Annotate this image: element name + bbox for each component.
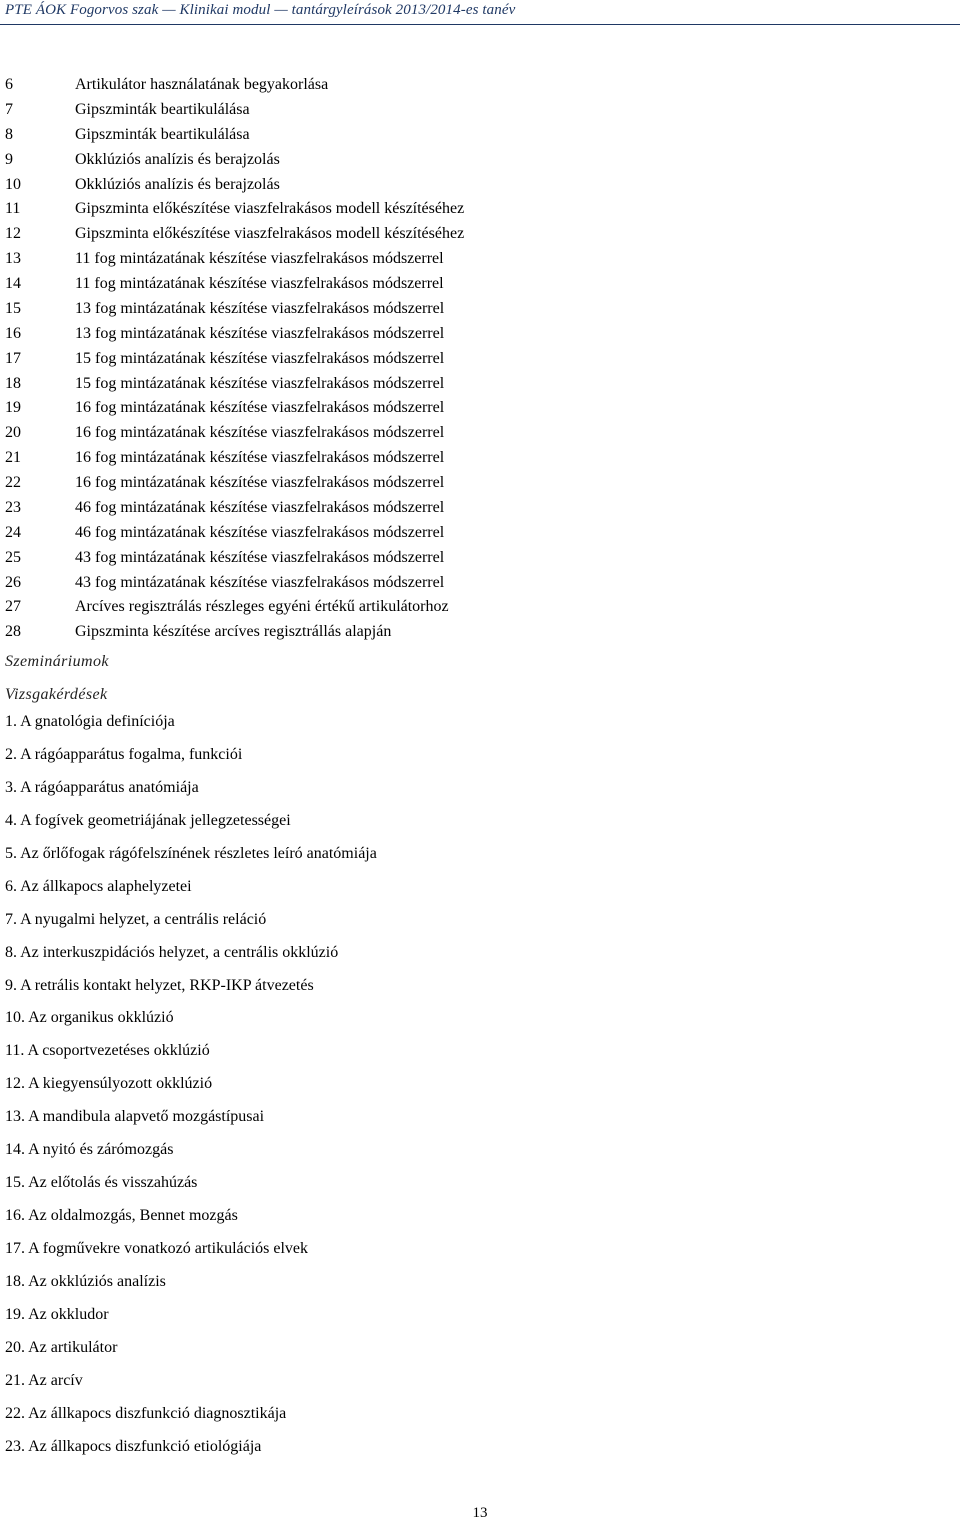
schedule-row-number: 20	[5, 424, 21, 442]
exam-question-item: 4. A fogívek geometriájának jellegzetességei	[5, 811, 291, 829]
exam-questions-list	[5, 706, 377, 1464]
schedule-row-number: 28	[5, 623, 21, 641]
schedule-row-number: 11	[5, 200, 21, 218]
schedule-row-number: 23	[5, 498, 21, 516]
schedule-row-topic: Gipszminta előkészítése viaszfelrakásos modell készítéséhez	[75, 225, 465, 243]
exam-question-item: 23. Az állkapocs diszfunkció etiológiája	[5, 1437, 262, 1455]
schedule-row-number: 13	[5, 250, 21, 268]
schedule-row-topic: Okklúziós analízis és berajzolás	[75, 175, 280, 193]
exam-question-item: 15. Az előtolás és visszahúzás	[5, 1174, 198, 1192]
schedule-row-number: 27	[5, 598, 21, 616]
exam-question-item: 7. A nyugalmi helyzet, a centrális reláció	[5, 910, 267, 928]
schedule-row-topic: 43 fog mintázatának készítése viaszfelrakásos módszerrel	[75, 573, 445, 591]
schedule-row	[5, 546, 464, 571]
schedule-row	[5, 396, 464, 421]
page-number: 13	[472, 1505, 488, 1521]
schedule-row-topic: Gipszminták beartikulálása	[75, 125, 250, 143]
schedule-row	[5, 247, 464, 272]
schedule-row-topic: 16 fog mintázatának készítése viaszfelrakásos módszerrel	[75, 399, 445, 417]
header-rule	[0, 24, 960, 25]
schedule-row-number: 24	[5, 523, 21, 541]
exam-question-item: 20. Az artikulátor	[5, 1338, 118, 1356]
schedule-row-number: 16	[5, 324, 21, 342]
schedule-row-topic: 11 fog mintázatának készítése viaszfelrakásos módszerrel	[75, 250, 444, 268]
schedule-row-topic: 16 fog mintázatának készítése viaszfelrakásos módszerrel	[75, 449, 445, 467]
exam-question-item: 22. Az állkapocs diszfunkció diagnosztikája	[5, 1404, 287, 1422]
schedule-row-number: 19	[5, 399, 21, 417]
schedule-row	[5, 496, 464, 521]
exam-question-item: 18. Az okklúziós analízis	[5, 1272, 166, 1290]
exam-question-item: 21. Az arcív	[5, 1371, 83, 1389]
seminars-heading: Szemináriumok	[5, 653, 109, 670]
schedule-row-topic: 13 fog mintázatának készítése viaszfelrakásos módszerrel	[75, 299, 445, 317]
schedule-row-number: 15	[5, 299, 21, 317]
schedule-row	[5, 197, 464, 222]
schedule-row-topic: 15 fog mintázatának készítése viaszfelrakásos módszerrel	[75, 374, 445, 392]
schedule-row-number: 26	[5, 573, 21, 591]
schedule-row	[5, 73, 464, 98]
schedule-row-topic: Gipszminta előkészítése viaszfelrakásos modell készítéséhez	[75, 200, 465, 218]
schedule-row	[5, 297, 464, 322]
exam-question-item: 6. Az állkapocs alaphelyzetei	[5, 877, 192, 895]
schedule-row	[5, 620, 464, 645]
exam-question-item: 19. Az okkludor	[5, 1305, 109, 1323]
schedule-row-topic: Artikulátor használatának begyakorlása	[75, 76, 329, 93]
practical-schedule-list	[5, 73, 464, 645]
exam-question-item: 10. Az organikus okklúzió	[5, 1009, 174, 1027]
exam-question-item: 11. A csoportvezetéses okklúzió	[5, 1042, 210, 1060]
schedule-row-topic: 46 fog mintázatának készítése viaszfelrakásos módszerrel	[75, 498, 445, 516]
schedule-row-topic: 16 fog mintázatának készítése viaszfelrakásos módszerrel	[75, 424, 445, 442]
schedule-row-number: 7	[5, 100, 13, 118]
exam-question-item: 12. A kiegyensúlyozott okklúzió	[5, 1075, 213, 1093]
exam-question-item: 9. A retrális kontakt helyzet, RKP-IKP átvezetés	[5, 976, 314, 994]
schedule-row-number: 6	[5, 76, 13, 93]
schedule-row	[5, 571, 464, 596]
schedule-row-number: 18	[5, 374, 21, 392]
schedule-row-topic: Okklúziós analízis és berajzolás	[75, 150, 280, 168]
exam-question-item: 8. Az interkuszpidációs helyzet, a centrális okklúzió	[5, 943, 339, 961]
exam-question-item: 13. A mandibula alapvető mozgástípusai	[5, 1108, 265, 1126]
schedule-row	[5, 222, 464, 247]
exam-question-item: 3. A rágóapparátus anatómiája	[5, 778, 199, 796]
exam-questions-heading: Vizsgakérdések	[5, 686, 108, 703]
schedule-row	[5, 372, 464, 397]
schedule-row-topic: 43 fog mintázatának készítése viaszfelrakásos módszerrel	[75, 548, 445, 566]
schedule-row-topic: Gipszminták beartikulálása	[75, 100, 250, 118]
exam-question-item: 2. A rágóapparátus fogalma, funkciói	[5, 745, 243, 763]
schedule-row-number: 12	[5, 225, 21, 243]
schedule-row	[5, 272, 464, 297]
schedule-row-number: 9	[5, 150, 13, 168]
schedule-row-topic: 15 fog mintázatának készítése viaszfelrakásos módszerrel	[75, 349, 445, 367]
running-header: PTE ÁOK Fogorvos szak — Klinikai modul — tantárgyleírások 2013/2014-es tanév	[5, 2, 516, 18]
schedule-row-topic: 46 fog mintázatának készítése viaszfelrakásos módszerrel	[75, 523, 445, 541]
schedule-row	[5, 521, 464, 546]
exam-question-item: 5. Az őrlőfogak rágófelszínének részletes leíró anatómiája	[5, 844, 377, 862]
exam-question-item: 17. A fogművekre vonatkozó artikulációs elvek	[5, 1240, 309, 1257]
schedule-row-number: 10	[5, 175, 21, 193]
schedule-row-topic: 13 fog mintázatának készítése viaszfelrakásos módszerrel	[75, 324, 445, 342]
schedule-row	[5, 148, 464, 173]
schedule-row	[5, 322, 464, 347]
schedule-row-number: 17	[5, 349, 21, 367]
schedule-row-number: 21	[5, 449, 21, 467]
schedule-row	[5, 446, 464, 471]
schedule-row-topic: Arcíves regisztrálás részleges egyéni értékű artikulátorhoz	[75, 598, 449, 616]
schedule-row-topic: 11 fog mintázatának készítése viaszfelrakásos módszerrel	[75, 275, 444, 292]
schedule-row-number: 25	[5, 548, 21, 566]
exam-question-item: 16. Az oldalmozgás, Bennet mozgás	[5, 1207, 238, 1225]
schedule-row	[5, 98, 464, 123]
schedule-row-topic: 16 fog mintázatának készítése viaszfelrakásos módszerrel	[75, 474, 445, 491]
exam-question-item: 14. A nyitó és zárómozgás	[5, 1141, 174, 1159]
schedule-row	[5, 123, 464, 148]
schedule-row	[5, 173, 464, 198]
schedule-row	[5, 595, 464, 620]
exam-question-item: 1. A gnatológia definíciója	[5, 713, 175, 730]
schedule-row	[5, 471, 464, 496]
schedule-row-number: 22	[5, 474, 21, 491]
schedule-row-topic: Gipszminta készítése arcíves regisztrállás alapján	[75, 623, 392, 641]
schedule-row-number: 8	[5, 125, 13, 143]
schedule-row	[5, 421, 464, 446]
schedule-row-number: 14	[5, 275, 21, 292]
schedule-row	[5, 347, 464, 372]
